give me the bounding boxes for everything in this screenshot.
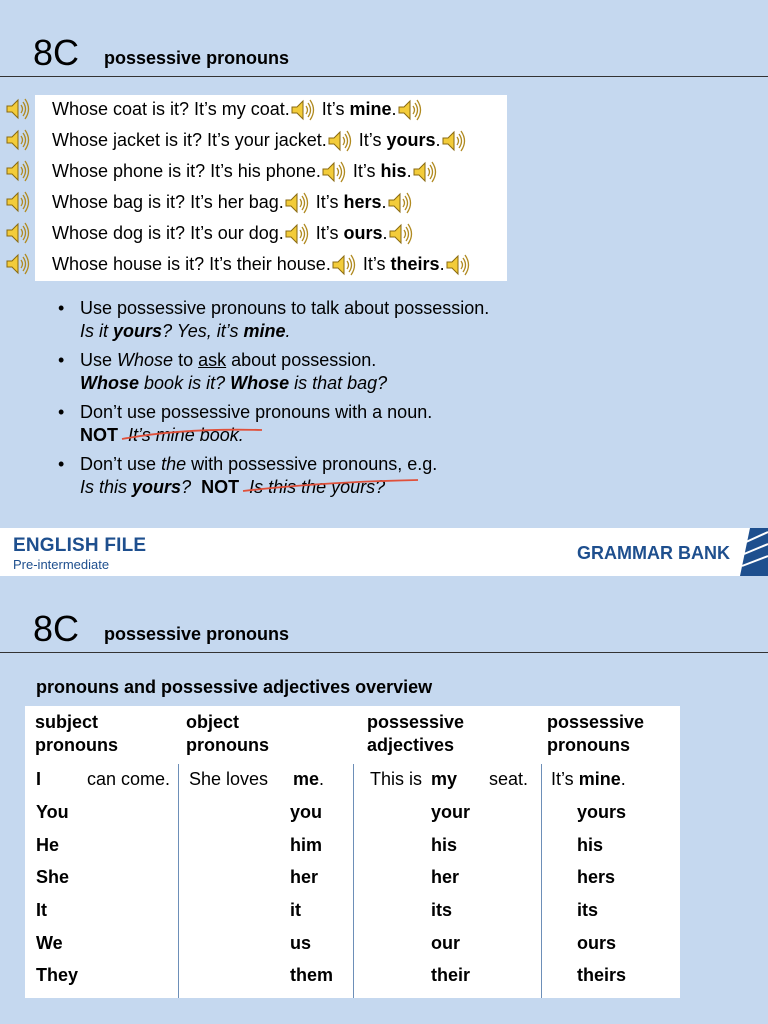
table-cell: This is	[370, 769, 423, 789]
table-cell: his	[577, 835, 604, 855]
example-line: Whose dog is it? It’s our dog. It’s ours .	[52, 218, 414, 249]
rule-item: • Don’t use the with possessive pronouns, e.g. Is this yours? NOT Is this the yours?	[58, 454, 438, 497]
brand-banner	[0, 528, 768, 576]
incorrect-example: Is this the yours?	[249, 476, 385, 499]
speaker-icon[interactable]	[441, 129, 467, 153]
example-line: Whose house is it? It’s their house. It’s theirs .	[52, 249, 471, 280]
example-answer-prefix: It’s	[315, 223, 339, 243]
example-answer-word: ours	[343, 223, 383, 243]
table-cell: them	[290, 965, 334, 985]
speaker-icon[interactable]	[5, 221, 31, 245]
rule-item: • Use Whose to ask about possession. Whose book is it? Whose is that bag?	[58, 350, 388, 393]
strike-line	[243, 476, 393, 499]
rule-item: • Don’t use possessive pronouns with a noun. NOT It’s mine book.	[58, 402, 433, 445]
column-divider	[353, 764, 354, 998]
table-cell: They	[36, 965, 79, 985]
banner-stripes-icon	[740, 528, 768, 576]
section-code: 8C	[33, 608, 80, 649]
column-header: subject pronouns	[35, 712, 118, 755]
table-cell: its	[431, 900, 453, 920]
table-cell: It’s mine.	[551, 769, 626, 789]
column-header: object pronouns	[186, 712, 269, 755]
example-answer-prefix: It’s	[321, 99, 345, 119]
example-question: Whose coat is it? It’s my coat.	[52, 99, 290, 119]
speaker-icon[interactable]	[387, 191, 413, 215]
table-cell: our	[431, 933, 460, 953]
example-answer-word: his	[380, 161, 407, 181]
table-cell: It	[36, 900, 47, 920]
speaker-icon[interactable]	[331, 253, 357, 277]
speaker-icon[interactable]	[284, 222, 310, 246]
example-line: Whose jacket is it? It’s your jacket. It’s yours .	[52, 125, 467, 156]
example-answer-prefix: It’s	[352, 161, 376, 181]
speaker-icon[interactable]	[388, 222, 414, 246]
example-question: Whose house is it? It’s their house.	[52, 254, 331, 274]
example-answer-word: mine	[349, 99, 392, 119]
speaker-icon[interactable]	[284, 191, 310, 215]
pronoun-table	[25, 706, 680, 998]
table-cell: can come.	[87, 769, 171, 789]
table-cell: She	[36, 867, 70, 887]
speaker-icon[interactable]	[5, 190, 31, 214]
example-answer-word: theirs	[390, 254, 440, 274]
example-answer-prefix: It’s	[358, 130, 382, 150]
rule-item: • Use possessive pronouns to talk about possession. Is it yours? Yes, it’s mine.	[58, 298, 490, 341]
divider	[0, 76, 768, 77]
table-cell: ours	[577, 933, 617, 953]
example-line: Whose bag is it? It’s her bag. It’s hers .	[52, 187, 413, 218]
incorrect-example: It’s mine book.	[128, 424, 244, 447]
section-title: possessive pronouns	[104, 48, 290, 68]
table-cell: it	[290, 900, 301, 920]
table-cell: her	[431, 867, 460, 887]
speaker-icon[interactable]	[412, 160, 438, 184]
column-divider	[178, 764, 179, 998]
table-cell: my	[431, 769, 458, 789]
speaker-icon[interactable]	[5, 128, 31, 152]
speaker-icon[interactable]	[5, 97, 31, 121]
speaker-icon[interactable]	[397, 98, 423, 122]
bullet-icon: •	[58, 454, 65, 474]
speaker-icon[interactable]	[5, 159, 31, 183]
example-answer-prefix: It’s	[362, 254, 386, 274]
table-cell: me.	[293, 769, 325, 789]
table-title: pronouns and possessive adjectives overview	[36, 677, 433, 697]
grammar-bank-label: GRAMMAR BANK	[577, 543, 730, 563]
divider	[0, 652, 768, 653]
brand-level: Pre-intermediate	[13, 557, 110, 572]
bullet-icon: •	[58, 402, 65, 422]
table-cell: We	[36, 933, 63, 953]
column-header: possessive pronouns	[547, 712, 645, 755]
strike-line	[122, 424, 252, 447]
column-divider	[541, 764, 542, 998]
bullet-icon: •	[58, 298, 65, 318]
table-cell: yours	[577, 802, 627, 822]
example-line: Whose phone is it? It’s his phone. It’s his .	[52, 156, 438, 187]
column-header: possessive adjectives	[367, 712, 465, 755]
speaker-icon[interactable]	[321, 160, 347, 184]
table-cell: their	[431, 965, 471, 985]
table-cell: its	[577, 900, 599, 920]
table-cell: He	[36, 835, 60, 855]
speaker-icon[interactable]	[445, 253, 471, 277]
table-cell: hers	[577, 867, 616, 887]
example-question: Whose jacket is it? It’s your jacket.	[52, 130, 327, 150]
table-cell: theirs	[577, 965, 627, 985]
table-cell: his	[431, 835, 458, 855]
example-question: Whose phone is it? It’s his phone.	[52, 161, 321, 181]
table-cell: You	[36, 802, 69, 822]
table-cell: I	[36, 769, 42, 789]
table-cell: her	[290, 867, 319, 887]
speaker-icon[interactable]	[290, 98, 316, 122]
table-cell: She loves	[189, 769, 269, 789]
table-cell: us	[290, 933, 312, 953]
example-question: Whose bag is it? It’s her bag.	[52, 192, 284, 212]
brand-name: ENGLISH FILE	[13, 535, 147, 556]
example-question: Whose dog is it? It’s our dog.	[52, 223, 284, 243]
section-code: 8C	[33, 32, 80, 73]
table-cell: you	[290, 802, 323, 822]
speaker-icon[interactable]	[5, 252, 31, 276]
speaker-icon[interactable]	[327, 129, 353, 153]
table-cell: your	[431, 802, 471, 822]
example-answer-word: hers	[343, 192, 382, 212]
example-answer-prefix: It’s	[315, 192, 339, 212]
table-cell: him	[290, 835, 323, 855]
example-line: Whose coat is it? It’s my coat. It’s mine .	[52, 94, 423, 125]
table-cell: seat.	[489, 769, 529, 789]
bullet-icon: •	[58, 350, 65, 370]
section-title: possessive pronouns	[104, 624, 290, 644]
example-answer-word: yours	[386, 130, 436, 150]
rules-list	[58, 297, 738, 505]
